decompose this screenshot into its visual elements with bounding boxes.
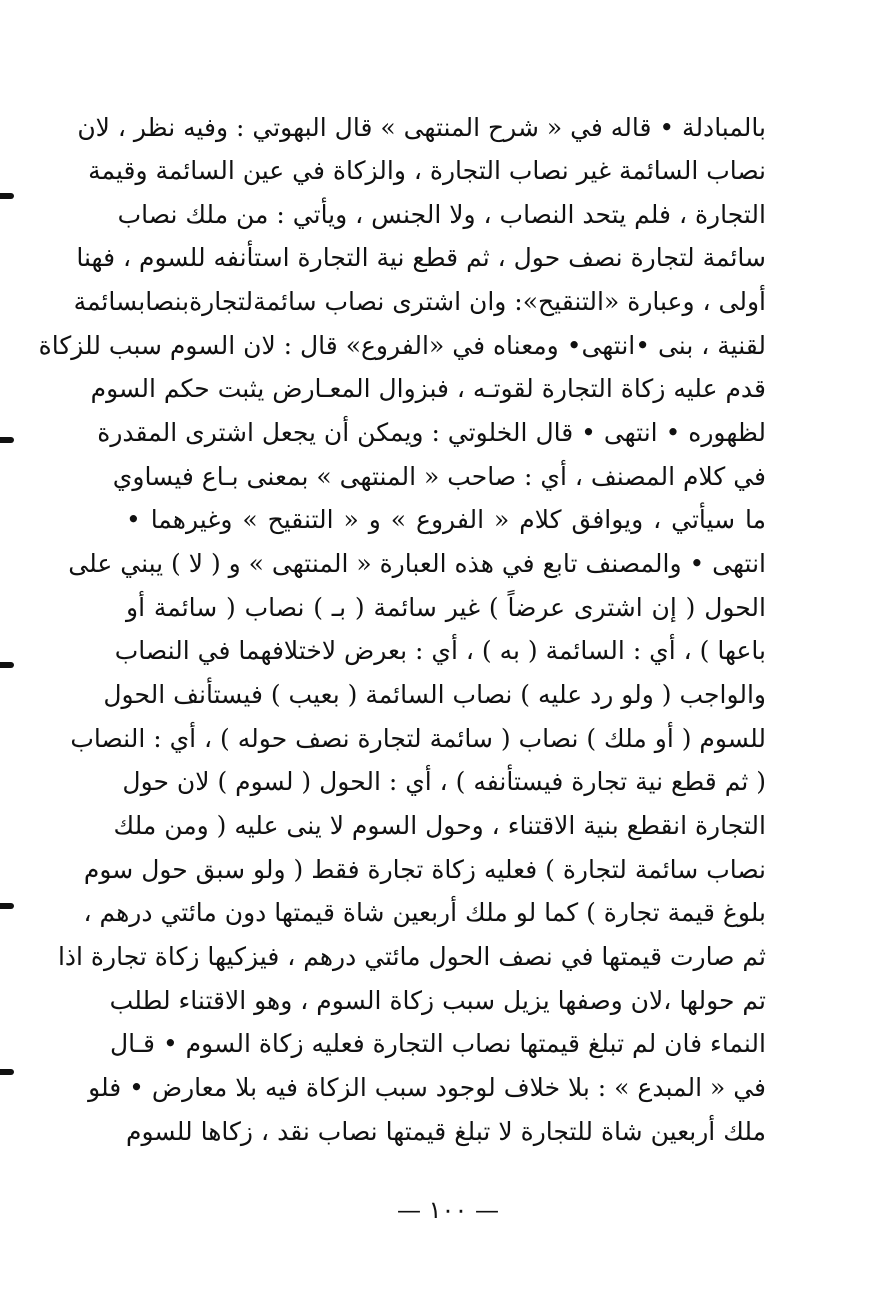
text-line: ( ثم قطع نية تجارة فيستأنفه ) ، أي : الحول ( لسوم ) لان حول bbox=[122, 767, 766, 796]
text-line: لظهوره • انتهى • قال الخلوتي : ويمكن أن يجعل اشترى المقدرة bbox=[97, 418, 766, 447]
text-line: النماء فان لم تبلغ قيمتها نصاب التجارة فعليه زكاة السوم • قـال bbox=[109, 1029, 766, 1058]
text-line: لقنية ، بنى •انتهى• ومعناه في «الفروع» قال : لان السوم سبب للزكاة bbox=[38, 331, 766, 360]
text-line: ثم صارت قيمتها في نصف الحول مائتي درهم ، فيزكيها زكاة تجارة اذا bbox=[57, 942, 766, 971]
binding-mark bbox=[0, 437, 14, 443]
text-line: نصاب سائمة لتجارة ) فعليه زكاة تجارة فقط ( ولو سبق حول سوم bbox=[83, 855, 766, 884]
binding-mark bbox=[0, 193, 14, 199]
text-line: ملك أربعين شاة للتجارة لا تبلغ قيمتها نصاب نقد ، زكاها للسوم bbox=[126, 1117, 766, 1146]
binding-mark bbox=[0, 903, 14, 909]
text-line: ما سيأتي ، ويوافق كلام « الفروع » و « التنقيح » وغيرهما • bbox=[126, 505, 766, 534]
text-line: بالمبادلة • قاله في « شرح المنتهى » قال البهوتي : وفيه نظر ، لان bbox=[77, 113, 766, 142]
text-line: والواجب ( ولو رد عليه ) نصاب السائمة ( بعيب ) فيستأنف الحول bbox=[103, 680, 766, 709]
text-line: انتهى • والمصنف تابع في هذه العبارة « المنتهى » و ( لا ) يبني على bbox=[68, 549, 766, 578]
text-line: للسوم ( أو ملك ) نصاب ( سائمة لتجارة نصف حوله ) ، أي : النصاب bbox=[70, 724, 766, 753]
text-line: التجارة انقطع بنية الاقتناء ، وحول السوم لا ينى عليه ( ومن ملك bbox=[113, 811, 766, 840]
text-line: في « المبدع » : بلا خلاف لوجود سبب الزكاة فيه بلا معارض • فلو bbox=[88, 1073, 766, 1102]
page-number: — ١٠٠ — bbox=[397, 1196, 499, 1224]
text-line: في كلام المصنف ، أي : صاحب « المنتهى » بمعنى بـاع فيساوي bbox=[112, 462, 766, 491]
text-line: أولى ، وعبارة «التنقيح»: وان اشترى نصاب سائمةلتجارةبنصابسائمة bbox=[73, 287, 766, 316]
binding-mark bbox=[0, 662, 14, 668]
text-line: قدم عليه زكاة التجارة لقوتـه ، فبزوال المعـارض يثبت حكم السوم bbox=[90, 374, 766, 403]
text-line: سائمة لتجارة نصف حول ، ثم قطع نية التجارة استأنفه للسوم ، فهنا bbox=[76, 243, 766, 272]
text-line: باعها ) ، أي : السائمة ( به ) ، أي : بعرض لاختلافهما في النصاب bbox=[114, 636, 766, 665]
binding-mark bbox=[0, 1069, 14, 1075]
text-line: الحول ( إن اشترى عرضاً ) غير سائمة ( بـ ) نصاب ( سائمة أو bbox=[126, 593, 766, 622]
text-line: نصاب السائمة غير نصاب التجارة ، والزكاة في عين السائمة وقيمة bbox=[88, 156, 766, 185]
text-line: التجارة ، فلم يتحد النصاب ، ولا الجنس ، ويأتي : من ملك نصاب bbox=[117, 200, 766, 229]
text-line: بلوغ قيمة تجارة ) كما لو ملك أربعين شاة قيمتها دون مائتي درهم ، bbox=[83, 898, 766, 927]
text-line: تم حولها ،لان وصفها يزيل سبب زكاة السوم ، وهو الاقتناء لطلب bbox=[109, 986, 766, 1015]
